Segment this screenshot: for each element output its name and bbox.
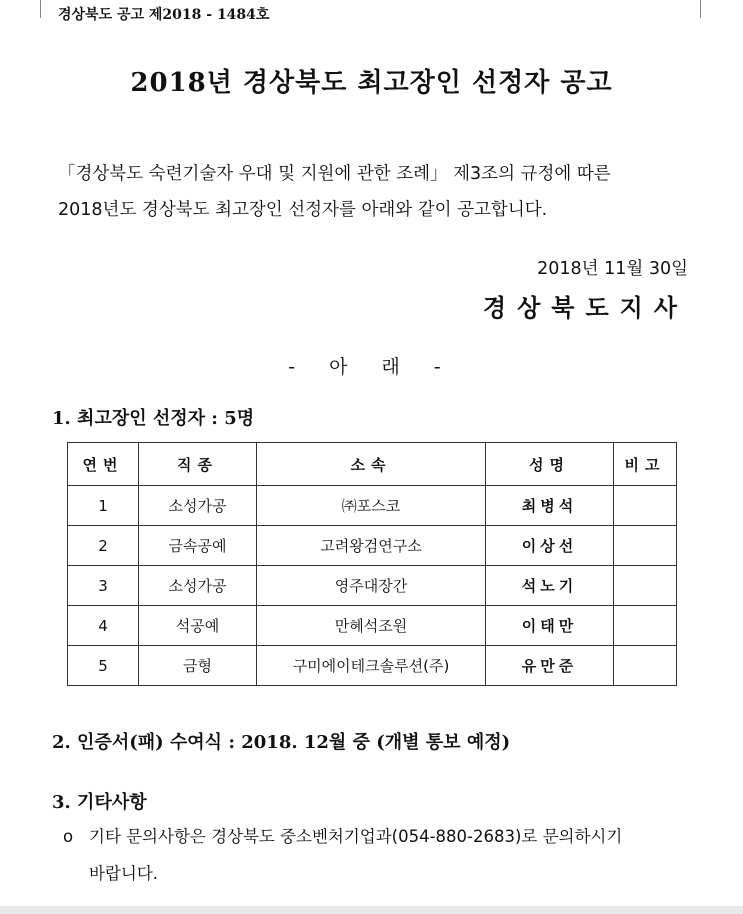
- table-header-row: [68, 443, 677, 486]
- cell-trade: 금형: [139, 646, 257, 686]
- cell-affiliation: 만혜석조원: [257, 606, 486, 646]
- cell-no: 4: [68, 606, 139, 646]
- cell-no: 2: [68, 526, 139, 566]
- column-header-remark: 비고: [614, 443, 677, 486]
- cell-no: 5: [68, 646, 139, 686]
- cell-trade: 소성가공: [139, 566, 257, 606]
- cell-trade: 소성가공: [139, 486, 257, 526]
- intro-line-1: 「경상북도 숙련기술자 우대 및 지원에 관한 조례」 제3조의 규정에 따른: [58, 164, 611, 184]
- column-header-affiliation: 소속: [257, 443, 486, 486]
- table-row: [68, 566, 677, 606]
- intro-line-2: 2018년도 경상북도 최고장인 선정자를 아래와 같이 공고합니다.: [58, 200, 548, 220]
- intro-paragraph: [58, 156, 698, 228]
- cell-remark: [614, 486, 677, 526]
- section3-heading: 3. 기타사항: [52, 792, 147, 813]
- cell-remark: [614, 606, 677, 646]
- cell-trade: 석공예: [139, 606, 257, 646]
- document-title: 2018년 경상북도 최고장인 선정자 공고: [130, 68, 613, 98]
- issuer-name: 경상북도지사: [482, 293, 688, 322]
- cell-name: 최병석: [486, 486, 614, 526]
- bullet-marker: o: [63, 827, 74, 846]
- column-header-no: 연번: [68, 443, 139, 486]
- note-text-1: 기타 문의사항은 경상북도 중소벤처기업과(054-880-2683)로 문의하시기: [89, 827, 623, 846]
- section1-heading: 1. 최고장인 선정자 : 5명: [52, 408, 255, 429]
- cell-no: 1: [68, 486, 139, 526]
- cell-no: 3: [68, 566, 139, 606]
- awardees-table: [67, 442, 677, 686]
- table-row: [68, 486, 677, 526]
- note-line-2: 바랍니다.: [89, 864, 159, 883]
- cell-remark: [614, 526, 677, 566]
- cell-affiliation: 고려왕검연구소: [257, 526, 486, 566]
- table-row: [68, 646, 677, 686]
- cell-name: 석노기: [486, 566, 614, 606]
- cell-affiliation: ㈜포스코: [257, 486, 486, 526]
- cell-name: 이태만: [486, 606, 614, 646]
- page-margin-mark-left: [40, 0, 41, 18]
- column-header-name: 성명: [486, 443, 614, 486]
- below-marker: - 아 래 -: [288, 356, 455, 378]
- table-row: [68, 526, 677, 566]
- cell-affiliation: 영주대장간: [257, 566, 486, 606]
- section2-heading: 2. 인증서(패) 수여식 : 2018. 12월 중 (개별 통보 예정): [52, 732, 511, 753]
- cell-affiliation: 구미에이테크솔루션(주): [257, 646, 486, 686]
- cell-name: 이상선: [486, 526, 614, 566]
- page-bottom-edge: [0, 906, 743, 914]
- cell-trade: 금속공예: [139, 526, 257, 566]
- page-margin-mark-right: [700, 0, 701, 18]
- announcement-date: 2018년 11월 30일: [537, 259, 688, 279]
- note-line-1: [63, 823, 703, 847]
- cell-name: 유만준: [486, 646, 614, 686]
- cell-remark: [614, 646, 677, 686]
- column-header-trade: 직종: [139, 443, 257, 486]
- document-number: 경상북도 공고 제2018 - 1484호: [58, 7, 270, 23]
- table-row: [68, 606, 677, 646]
- cell-remark: [614, 566, 677, 606]
